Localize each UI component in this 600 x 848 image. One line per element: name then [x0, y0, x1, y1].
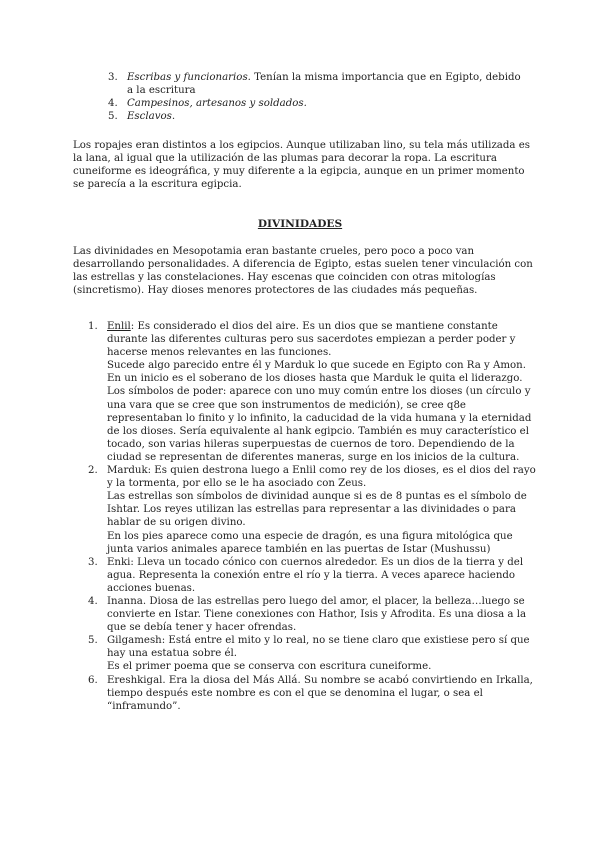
- list-number: 4.: [88, 595, 98, 607]
- list-number: 6.: [88, 674, 98, 686]
- god-text: Marduk: Es quien destrona luego a Enlil como rey de los dioses, es el dios del rayo y la tormenta, por ello se le ha asociado con Zeus.: [107, 465, 536, 490]
- list-item: [88, 595, 537, 634]
- god-text: Sucede algo parecido entre él y Marduk lo que sucede en Egipto con Ra y Amon.: [107, 360, 526, 372]
- god-text: En los pies aparece como una especie de dragón, es una figura mitológica que junta varios animales aparece también en las puertas de Istar (Mushussu): [107, 530, 513, 555]
- list-number: 2.: [88, 465, 98, 477]
- list-number: 5.: [108, 111, 118, 123]
- list-item: [88, 674, 537, 713]
- list-title: Esclavos.: [127, 111, 176, 123]
- list-item: [88, 464, 537, 556]
- list-number: 4.: [108, 98, 118, 110]
- list-item: [88, 320, 537, 464]
- list-item: [108, 97, 527, 110]
- list-title: Campesinos, artesanos y soldados.: [127, 98, 307, 110]
- list-item: [88, 556, 537, 595]
- list-number: 3.: [108, 72, 118, 83]
- paragraph-clothing: Los ropajes eran distintos a los egipcios. Aunque utilizaban lino, su tela más utilizada es la lana, al igual que la utilización de las plumas para decorar la ropa. La escritura cuneiforme es ideográfica, y muy diferente a la egipcia, aunque en un primer momento se parecía a la escritura egipcia.: [73, 140, 530, 191]
- gods-list: [88, 320, 537, 713]
- list-item: [108, 71, 527, 97]
- god-name: Enlil: [107, 321, 131, 332]
- list-number: 1.: [88, 321, 98, 332]
- god-text: Inanna. Diosa de las estrellas pero luego del amor, el placer, la belleza…luego se convierte en Istar. Tiene conexiones con Hathor, Isis y Afrodita. Es una diosa a la que se debía tener y hacer ofrendas.: [107, 595, 527, 634]
- god-text: En un inicio es el soberano de los dioses hasta que Marduk le quita el liderazgo.: [107, 373, 523, 385]
- list-item: [88, 634, 537, 673]
- god-text: Las estrellas son símbolos de divinidad aunque si es de 8 puntas es el símbolo de Ishtar. Los reyes utilizan las estrellas para representar a las divinidades o para hablar de su origen divino.: [107, 491, 527, 529]
- list-text: . Tenían la misma importancia que en Egipto, debido a la escritura: [127, 72, 521, 97]
- god-text: Los símbolos de poder: aparece con uno muy común entre los dioses (un círculo y una vara que se cree que son instrumentos de medición), se cree q8e representaban lo finito y lo infinito, la caducidad de la vida humana y la eternidad de los dioses. Sería equivalente al hank egipcio. También es muy característico el tocado, son varias hileras superpuestas de cuernos de toro. Dependiendo de la ciudad se representan de diferentes maneras, surge en los inicios de la cultura.: [107, 386, 532, 463]
- god-text: Ereshkigal. Era la diosa del Más Allá. Su nombre se acabó convirtiendo en Irkalla, tiempo después este nombre es con el que se denomina el lugar, o sea el “inframundo”.: [107, 674, 533, 712]
- paragraph-divinities: Las divinidades en Mesopotamia eran bastante crueles, pero poco a poco van desarrollando personalidades. A diferencia de Egipto, estas suelen tener vinculación con las estrellas y las constelaciones. Hay escenas que coinciden con otras mitologías (sincretismo). Hay dioses menores protectores de las ciudades más pequeñas.: [73, 246, 533, 297]
- god-text: Enki: Lleva un tocado cónico con cuernos alrededor. Es un dios de la tierra y del agua. Representa la conexión entre el río y la tierra. A veces aparece haciendo acciones buenas.: [107, 556, 524, 594]
- god-text: Es el primer poema que se conserva con escritura cuneiforme.: [107, 661, 432, 673]
- list-item: [108, 110, 527, 123]
- list-number: 3.: [88, 556, 98, 568]
- god-text: : Es considerado el dios del aire. Es un dios que se mantiene constante durante las diferentes culturas pero sus sacerdotes empiezan a perder poder y hacerse menos relevantes en las funciones.: [107, 321, 516, 359]
- section-heading: DIVINIDADES: [257, 218, 343, 230]
- list-number: 5.: [88, 635, 98, 647]
- god-text: Gilgamesh: Está entre el mito y lo real, no se tiene claro que existiese pero sí que hay una estatua sobre él.: [107, 635, 530, 660]
- social-classes-list: [108, 71, 527, 123]
- list-title: Escribas y funcionarios: [127, 72, 248, 83]
